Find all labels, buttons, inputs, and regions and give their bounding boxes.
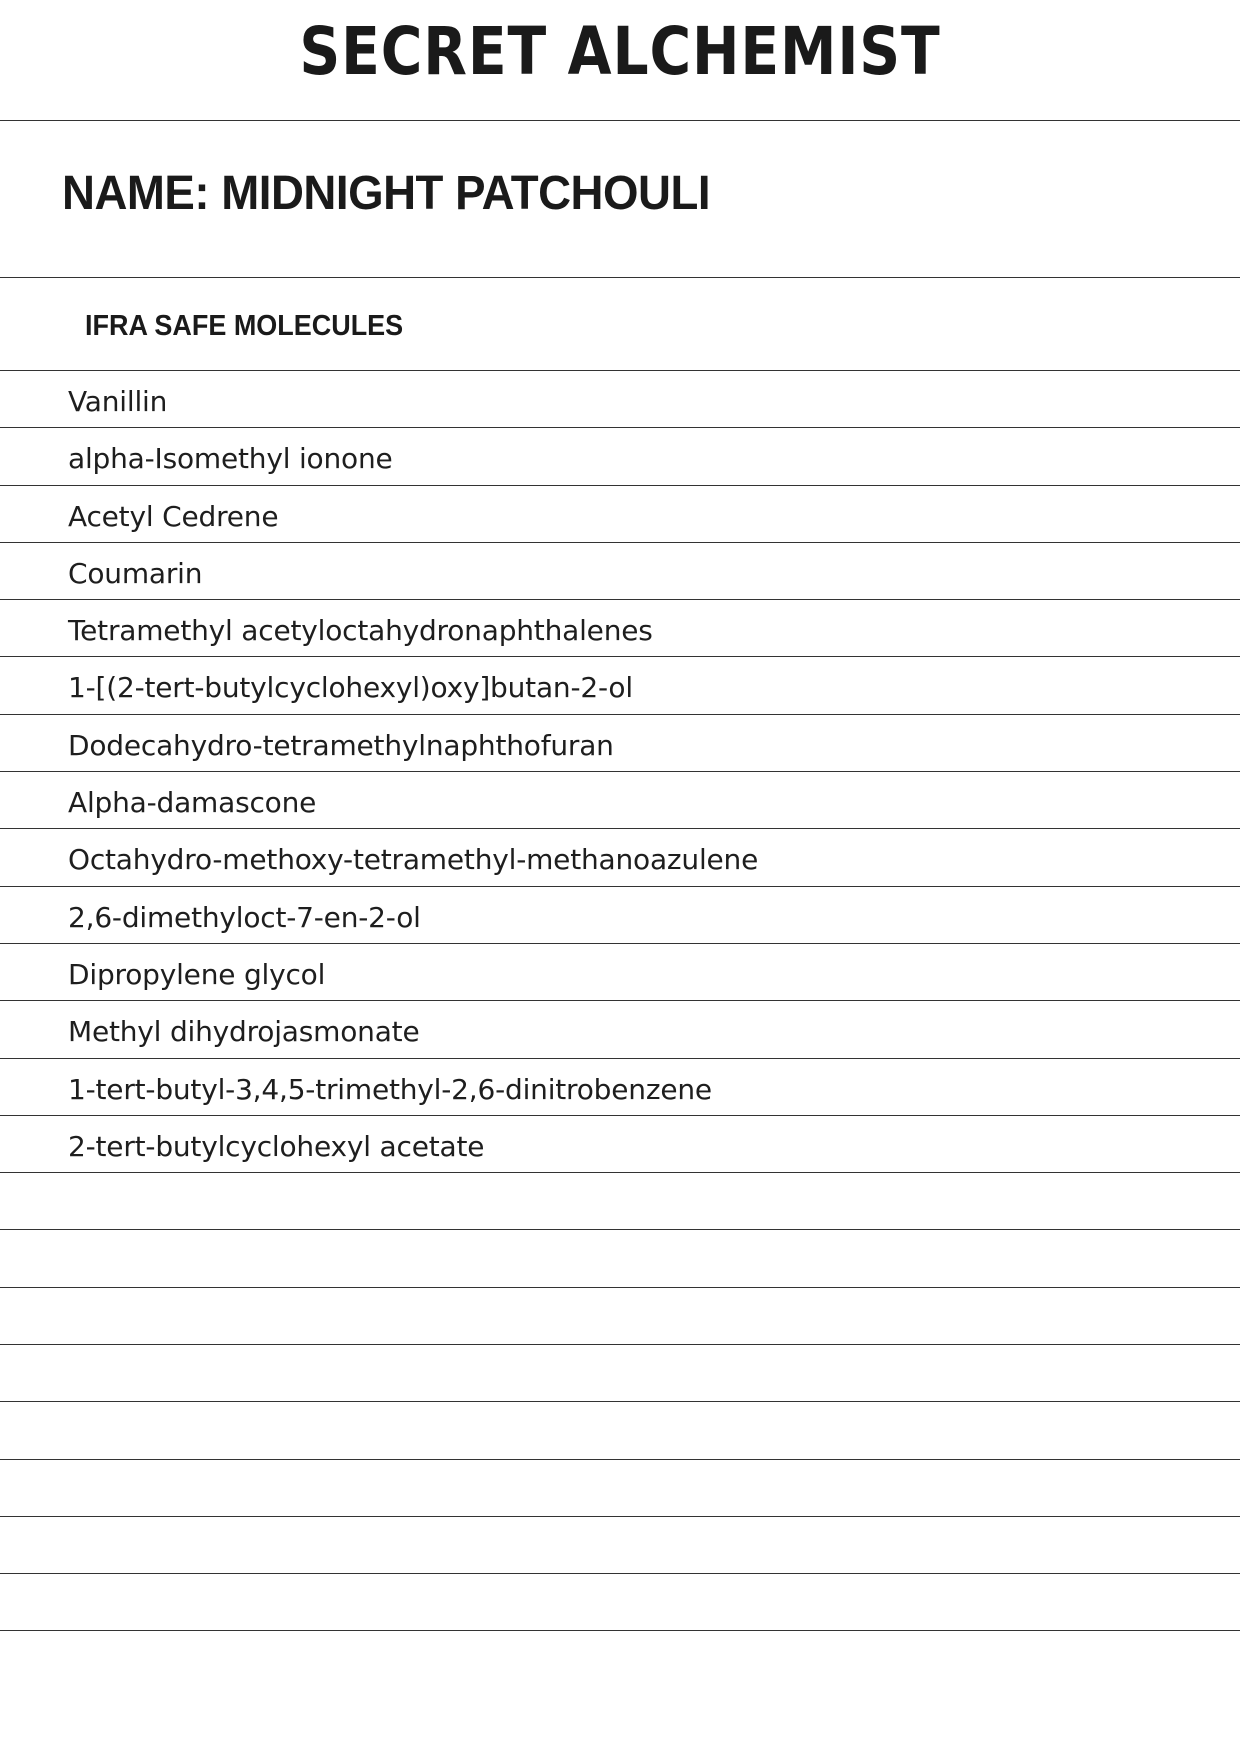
molecule-name: 2,6-dimethyloct-7-en-2-ol bbox=[68, 900, 421, 934]
list-item bbox=[0, 1287, 1240, 1344]
list-item bbox=[0, 1229, 1240, 1286]
list-item bbox=[0, 1516, 1240, 1573]
molecule-name: Vanillin bbox=[68, 385, 168, 418]
list-item bbox=[0, 542, 1240, 599]
list-item bbox=[0, 599, 1240, 656]
molecule-name: 1-[(2-tert-butylcyclohexyl)oxy]butan-2-ol bbox=[68, 671, 633, 705]
molecule-name: 2-tert-butylcyclohexyl acetate bbox=[68, 1129, 485, 1163]
molecule-name: Dodecahydro-tetramethylnaphthofuran bbox=[68, 728, 614, 762]
molecule-list bbox=[0, 370, 1240, 1631]
molecule-name: Tetramethyl acetyloctahydronaphthalenes bbox=[68, 614, 653, 648]
list-item bbox=[0, 714, 1240, 771]
list-item bbox=[0, 886, 1240, 943]
list-item bbox=[0, 656, 1240, 713]
list-item bbox=[0, 370, 1240, 427]
list-item bbox=[0, 1344, 1240, 1401]
section-heading: IFRA SAFE MOLECULES bbox=[85, 310, 404, 342]
list-item bbox=[0, 1000, 1240, 1057]
list-item bbox=[0, 771, 1240, 828]
list-item bbox=[0, 1459, 1240, 1516]
list-item bbox=[0, 1115, 1240, 1172]
divider bbox=[0, 120, 1240, 121]
list-item bbox=[0, 1401, 1240, 1458]
list-item bbox=[0, 828, 1240, 885]
list-item bbox=[0, 1573, 1240, 1630]
molecule-name: Dipropylene glycol bbox=[68, 957, 326, 991]
list-item bbox=[0, 427, 1240, 484]
divider bbox=[0, 277, 1240, 278]
molecule-name: Acetyl Cedrene bbox=[68, 499, 279, 533]
brand-title: SECRET ALCHEMIST bbox=[299, 13, 941, 90]
list-item bbox=[0, 1058, 1240, 1115]
molecule-name: 1-tert-butyl-3,4,5-trimethyl-2,6-dinitrobenzene bbox=[68, 1072, 712, 1106]
molecule-name: Coumarin bbox=[68, 556, 203, 590]
list-item bbox=[0, 1172, 1240, 1229]
molecule-name: Methyl dihydrojasmonate bbox=[68, 1015, 420, 1049]
list-item bbox=[0, 485, 1240, 542]
molecule-name: Octahydro-methoxy-tetramethyl-methanoazulene bbox=[68, 843, 759, 877]
recipe-name: NAME: MIDNIGHT PATCHOULI bbox=[62, 167, 711, 220]
molecule-name: Alpha-damascone bbox=[68, 786, 317, 820]
molecule-name: alpha-Isomethyl ionone bbox=[68, 442, 393, 476]
list-item bbox=[0, 943, 1240, 1000]
